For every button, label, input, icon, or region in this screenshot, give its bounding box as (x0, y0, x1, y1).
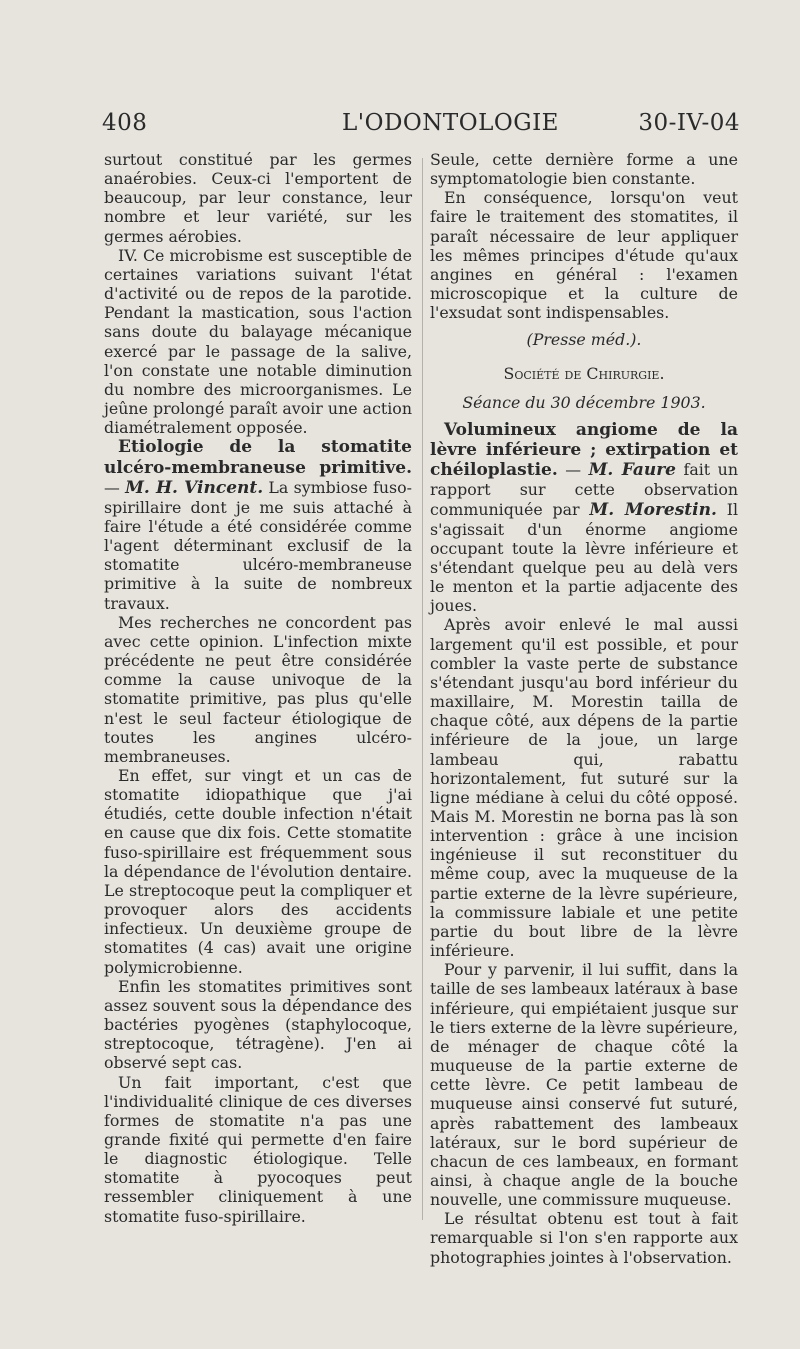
dash: — (557, 460, 589, 480)
column-divider (422, 158, 423, 1220)
page-number: 408 (102, 110, 148, 136)
paragraph-text: Il s'agissait d'un énorme angiome occupant toute la lèvre inférieure et s'étendant quelque peu au delà vers le menton et la partie adjacente des joues. (430, 499, 738, 616)
society-heading: Société de Chirurgie. (503, 363, 665, 383)
page-header (102, 110, 740, 144)
paragraph: Seule, cette dernière forme a une symptomatologie bien constante. (430, 150, 738, 189)
journal-title: L'ODONTOLOGIE (342, 110, 559, 136)
article-paragraph (104, 437, 412, 612)
source-citation: (Presse méd.). (526, 330, 642, 350)
session-date: Séance du 30 décembre 1903. (462, 392, 706, 412)
paragraph: Pour y parvenir, il lui suffit, dans la taille de ses lambeaux latéraux à base inférieure, qui empiétaient jusque sur le tiers externe de la lèvre supérieure, de ménager de chaque côté la muqueuse de la partie externe de cette lèvre. Ce petit lambeau de muqueuse ainsi conservé fut suturé, après rabattement des lambeaux latéraux, sur le bord supérieur de chacun de ces lambeaux, en formant ainsi, à chaque angle de la bouche nouvelle, une commissure muqueuse. (430, 960, 738, 1210)
right-column (430, 150, 738, 1267)
author-name: M. Morestin. (589, 499, 717, 520)
article-paragraph (430, 420, 738, 616)
paragraph: Mes recherches ne concordent pas avec cette opinion. L'infection mixte précédente ne peut être considérée comme la cause univoque de la stomatite primitive, pas plus qu'elle n'est le seul facteur étiologique de toutes les angines ulcéro-membraneuses. (104, 612, 412, 766)
author-name: M. H. Vincent. (125, 477, 264, 498)
paragraph: En conséquence, lorsqu'on veut faire le traitement des stomatites, il paraît nécessaire de leur appliquer les mêmes principes d'étude qu'aux angines en général : l'examen microscopique et la culture de l'exsudat sont indispensables. (430, 188, 738, 323)
left-column (104, 150, 412, 1226)
issue-date: 30-IV-04 (638, 110, 740, 136)
author-name: M. Faure (588, 460, 676, 481)
paragraph: En effet, sur vingt et un cas de stomatite idiopathique que j'ai étudiés, cette double infection n'était en cause que dix fois. Cette stomatite fuso-spirillaire est fréquemment sous la dépendance de l'évolution dentaire. Le streptocoque peut la compliquer et provoquer alors des accidents infectieux. Un deuxième groupe de stomatites (4 cas) avait une origine polymicrobienne. (104, 766, 412, 977)
paragraph: IV. Ce microbisme est susceptible de certaines variations suivant l'état d'activité ou de repos de la parotide. Pendant la mastication, sous l'action sans doute du balayage mécanique exercé par le passage de la salive, l'on constate une notable diminution du nombre des microorganismes. Le jeûne prolongé paraît avoir une action diamétralement opposée. (104, 245, 412, 438)
paragraph: Un fait important, c'est que l'individualité clinique de ces diverses formes de stomatite n'a pas une grande fixité qui permette d'en faire le diagnostic étiologique. Telle stomatite à pyocoques peut ressembler cliniquement à une stomatite fuso-spirillaire. (104, 1072, 412, 1226)
paragraph-text: La symbiose fuso-spirillaire dont je me suis attaché à faire l'étude a été considérée comme l'agent déterminant exclusif de la stomatite ulcéro-membraneuse primitive à la suite de nombreux travaux. (104, 477, 413, 613)
article-heading: Etiologie de la stomatite ulcéro-membraneuse primitive. (104, 437, 412, 478)
paragraph: surtout constitué par les germes anaérobies. Ceux-ci l'emportent de beaucoup, par leur constance, leur nombre et leur variété, sur les germes aérobies. (104, 150, 412, 246)
paragraph: Enfin les stomatites primitives sont assez souvent sous la dépendance des bactéries pyogènes (staphylocoque, streptocoque, tétragène). J'en ai observé sept cas. (104, 976, 412, 1073)
paragraph-text: fait un rapport sur cette observation communiquée par (430, 460, 738, 519)
article-heading: Volumineux angiome de la lèvre inférieure ; extirpation et chéiloplastie. (430, 419, 738, 481)
paragraph: Après avoir enlevé le mal aussi largement qu'il est possible, et pour combler la vaste perte de substance s'étendant jusqu'au bord inférieur du maxillaire, M. Morestin tailla de chaque côté, aux dépens de la partie inférieure de la joue, un large lambeau qui, rabattu horizontalement, fut suturé sur la ligne médiane à celui du côté opposé. Mais M. Morestin ne borna pas là son intervention : grâce à une incision ingénieuse il sut reconstituer du même coup, avec la muqueuse de la partie externe de la lèvre supérieure, la commissure labiale et une petite partie du bout libre de la lèvre inférieure. (430, 615, 738, 961)
dash: — (104, 477, 126, 497)
paragraph: Le résultat obtenu est tout à fait remarquable si l'on s'en rapporte aux photographies jointes à l'observation. (430, 1209, 738, 1267)
